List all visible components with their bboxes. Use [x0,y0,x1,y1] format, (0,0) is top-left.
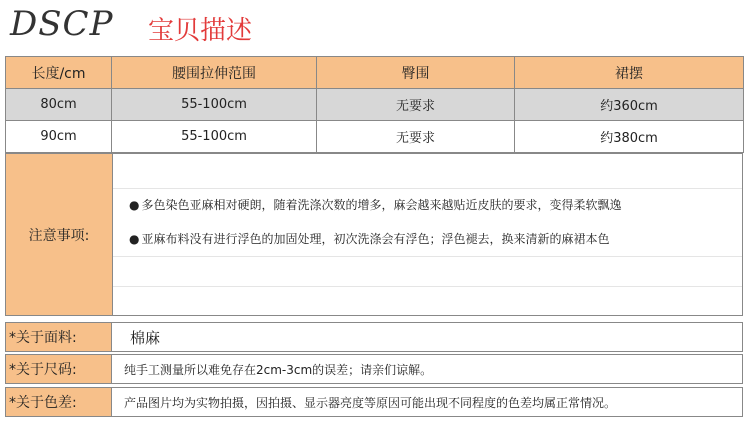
notes-section [5,153,743,316]
size-table-header [6,57,744,89]
table-cell: 无要求 [317,121,515,153]
header-waist: 腰围拉伸范围 [112,57,317,89]
table-cell: 80cm [6,89,112,121]
color-note-value: 产品图片均为实物拍摄，因拍摄、显示器亮度等原因可能出现不同程度的色差均属正常情况。 [124,395,617,410]
table-cell: 无要求 [317,89,515,121]
table-cell: 55-100cm [112,121,317,153]
page-header [0,0,750,48]
table-row [6,121,744,153]
note-text: 多色染色亚麻相对硬朗，随着洗涤次数的增多，麻会越来越贴近皮肤的要求，变得柔软飘逸 [141,198,622,212]
header-hip: 臀围 [317,57,515,89]
color-note-row [5,387,743,417]
header-hem: 裙摆 [515,57,744,89]
row-divider [113,286,742,287]
color-note-label: *关于色差: [6,388,112,416]
fabric-row [5,322,743,352]
size-note-label: *关于尺码: [6,355,112,383]
fabric-value: 棉麻 [130,328,161,347]
bullet-icon: ● [129,198,140,212]
table-row [6,89,744,121]
size-note-value: 纯手工测量所以难免存在2cm-3cm的误差；请亲们谅解。 [124,362,433,377]
row-divider [113,256,742,257]
notes-body [113,154,742,315]
note-item [129,230,610,247]
table-cell: 55-100cm [112,89,317,121]
table-cell: 约360cm [515,89,744,121]
row-divider [113,188,742,189]
size-table [5,56,744,153]
table-cell: 90cm [6,121,112,153]
note-text: 亚麻布料没有进行浮色的加固处理，初次洗涤会有浮色；浮色褪去，换来清新的麻裙本色 [141,232,610,246]
fabric-label: *关于面料: [6,323,112,351]
table-cell: 约380cm [515,121,744,153]
size-note-row [5,354,743,384]
header-length: 长度/cm [6,57,112,89]
bullet-icon: ● [129,232,140,246]
brand-logo: DSCP [10,4,114,44]
section-title: 宝贝描述 [148,16,253,46]
note-item [129,196,622,213]
notes-label: 注意事项: [6,154,113,315]
